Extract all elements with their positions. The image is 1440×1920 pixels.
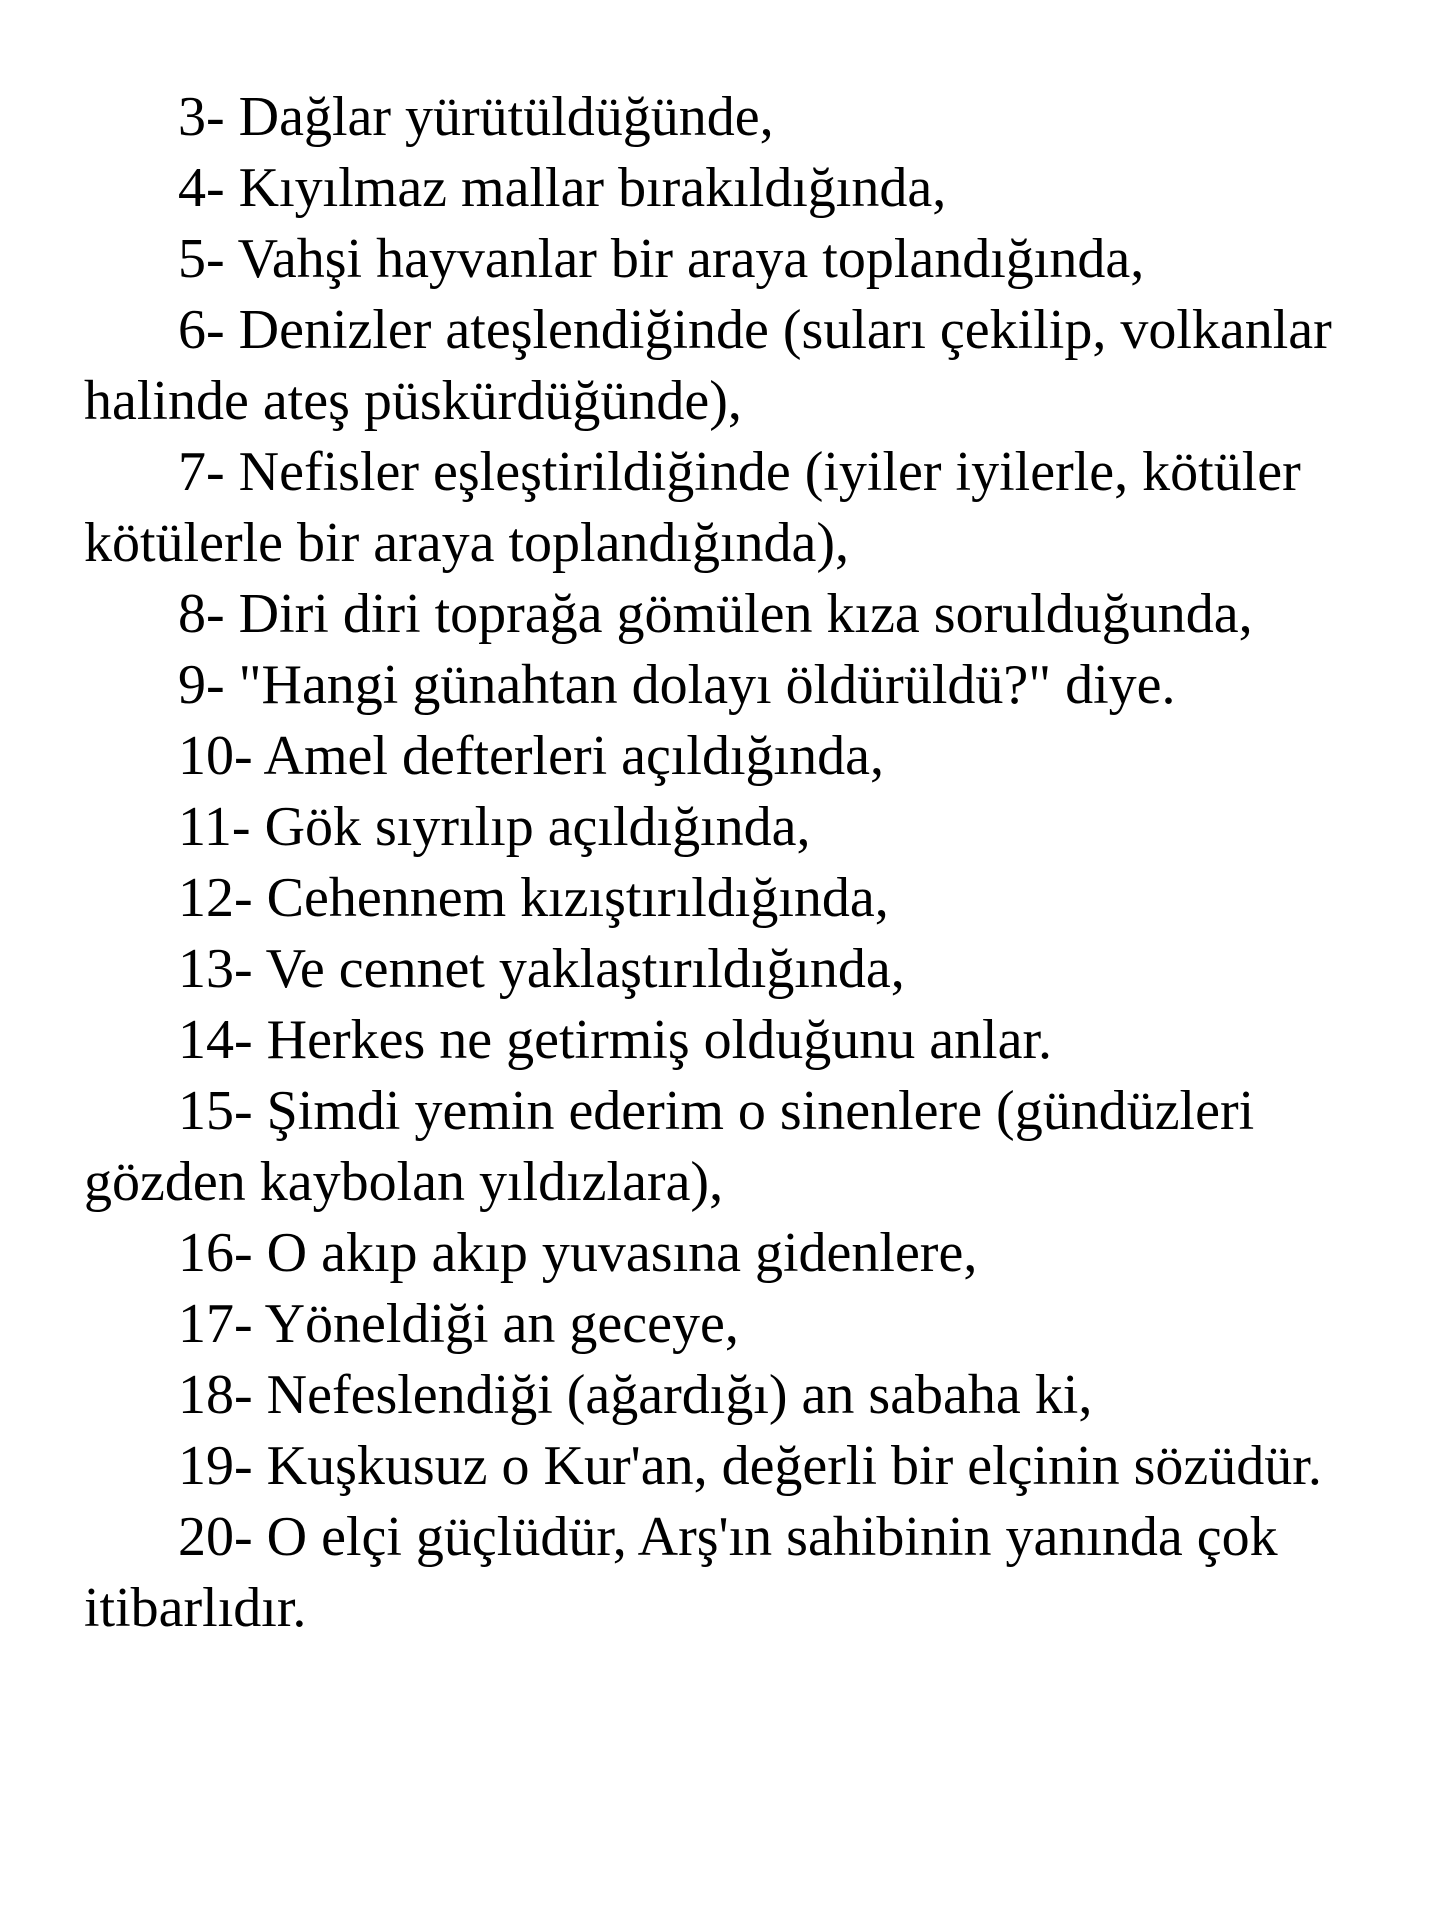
verse-15: 15- Şimdi yemin ederim o sinenlere (gündüzleri gözden kaybolan yıldızlara), (84, 1080, 1255, 1213)
verse-13: 13- Ve cennet yaklaştırıldığında, (178, 938, 905, 1000)
verse-3: 3- Dağlar yürütüldüğünde, (178, 86, 774, 148)
verse-14: 14- Herkes ne getirmiş olduğunu anlar. (178, 1009, 1053, 1071)
verse-16: 16- O akıp akıp yuvasına gidenlere, (178, 1222, 978, 1284)
verse-8: 8- Diri diri toprağa gömülen kıza sorulduğunda, (178, 583, 1253, 645)
document-page (84, 82, 1384, 1644)
verse-17: 17- Yöneldiği an geceye, (178, 1293, 739, 1355)
verse-18: 18- Nefeslendiği (ağardığı) an sabaha ki, (178, 1364, 1093, 1426)
verse-11: 11- Gök sıyrılıp açıldığında, (178, 796, 811, 858)
verse-12: 12- Cehennem kızıştırıldığında, (178, 867, 889, 929)
verse-10: 10- Amel defterleri açıldığında, (178, 725, 884, 787)
verse-19: 19- Kuşkusuz o Kur'an, değerli bir elçinin sözüdür. (178, 1435, 1322, 1497)
verse-6: 6- Denizler ateşlendiğinde (suları çekilip, volkanlar halinde ateş püskürdüğünde), (84, 299, 1332, 432)
verse-20: 20- O elçi güçlüdür, Arş'ın sahibinin yanında çok itibarlıdır. (84, 1506, 1278, 1639)
verse-7: 7- Nefisler eşleştirildiğinde (iyiler iyilerle, kötüler kötülerle bir araya toplandığında), (84, 441, 1301, 574)
verse-9: 9- "Hangi günahtan dolayı öldürüldü?" diye. (178, 654, 1176, 716)
verse-5: 5- Vahşi hayvanlar bir araya toplandığında, (178, 228, 1145, 290)
verse-4: 4- Kıyılmaz mallar bırakıldığında, (178, 157, 947, 219)
